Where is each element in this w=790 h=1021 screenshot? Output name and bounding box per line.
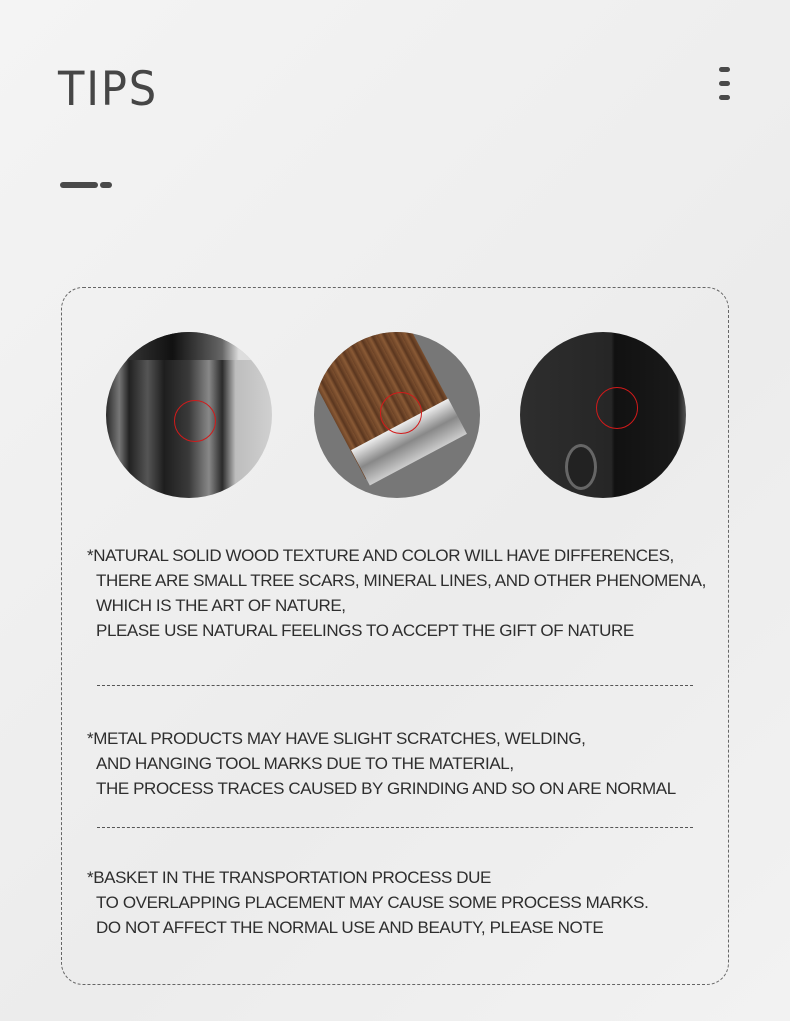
title-underline	[60, 182, 98, 188]
tip-transport: *BASKET IN THE TRANSPORTATION PROCESS DUE TO OVERLAPPING PLACEMENT MAY CAUSE SOME PROCESS MARKS. DO NOT AFFECT THE NORMAL USE AND BEAUTY, PLEASE NOTE	[87, 868, 649, 937]
photo-metal-body	[106, 332, 272, 498]
divider	[97, 685, 693, 686]
divider	[97, 827, 693, 828]
page-title: TIPS	[58, 62, 159, 117]
tip-metal: *METAL PRODUCTS MAY HAVE SLIGHT SCRATCHES, WELDING, AND HANGING TOOL MARKS DUE TO THE MATERIAL, THE PROCESS TRACES CAUSED BY GRINDING AND SO ON ARE NORMAL	[87, 729, 676, 798]
defect-marker	[596, 387, 638, 429]
photo-black-body	[520, 332, 686, 498]
defect-marker	[174, 400, 216, 442]
photo-wood-handle	[314, 332, 480, 498]
tip-wood: *NATURAL SOLID WOOD TEXTURE AND COLOR WILL HAVE DIFFERENCES, THERE ARE SMALL TREE SCARS, MINERAL LINES, AND OTHER PHENOMENA, WHICH IS THE ART OF NATURE, PLEASE USE NATURAL FEELINGS TO ACCEPT THE GIFT OF NATURE	[87, 546, 706, 640]
defect-marker	[380, 392, 422, 434]
vertical-dots-icon	[719, 67, 730, 109]
title-underline-dot	[100, 182, 112, 188]
